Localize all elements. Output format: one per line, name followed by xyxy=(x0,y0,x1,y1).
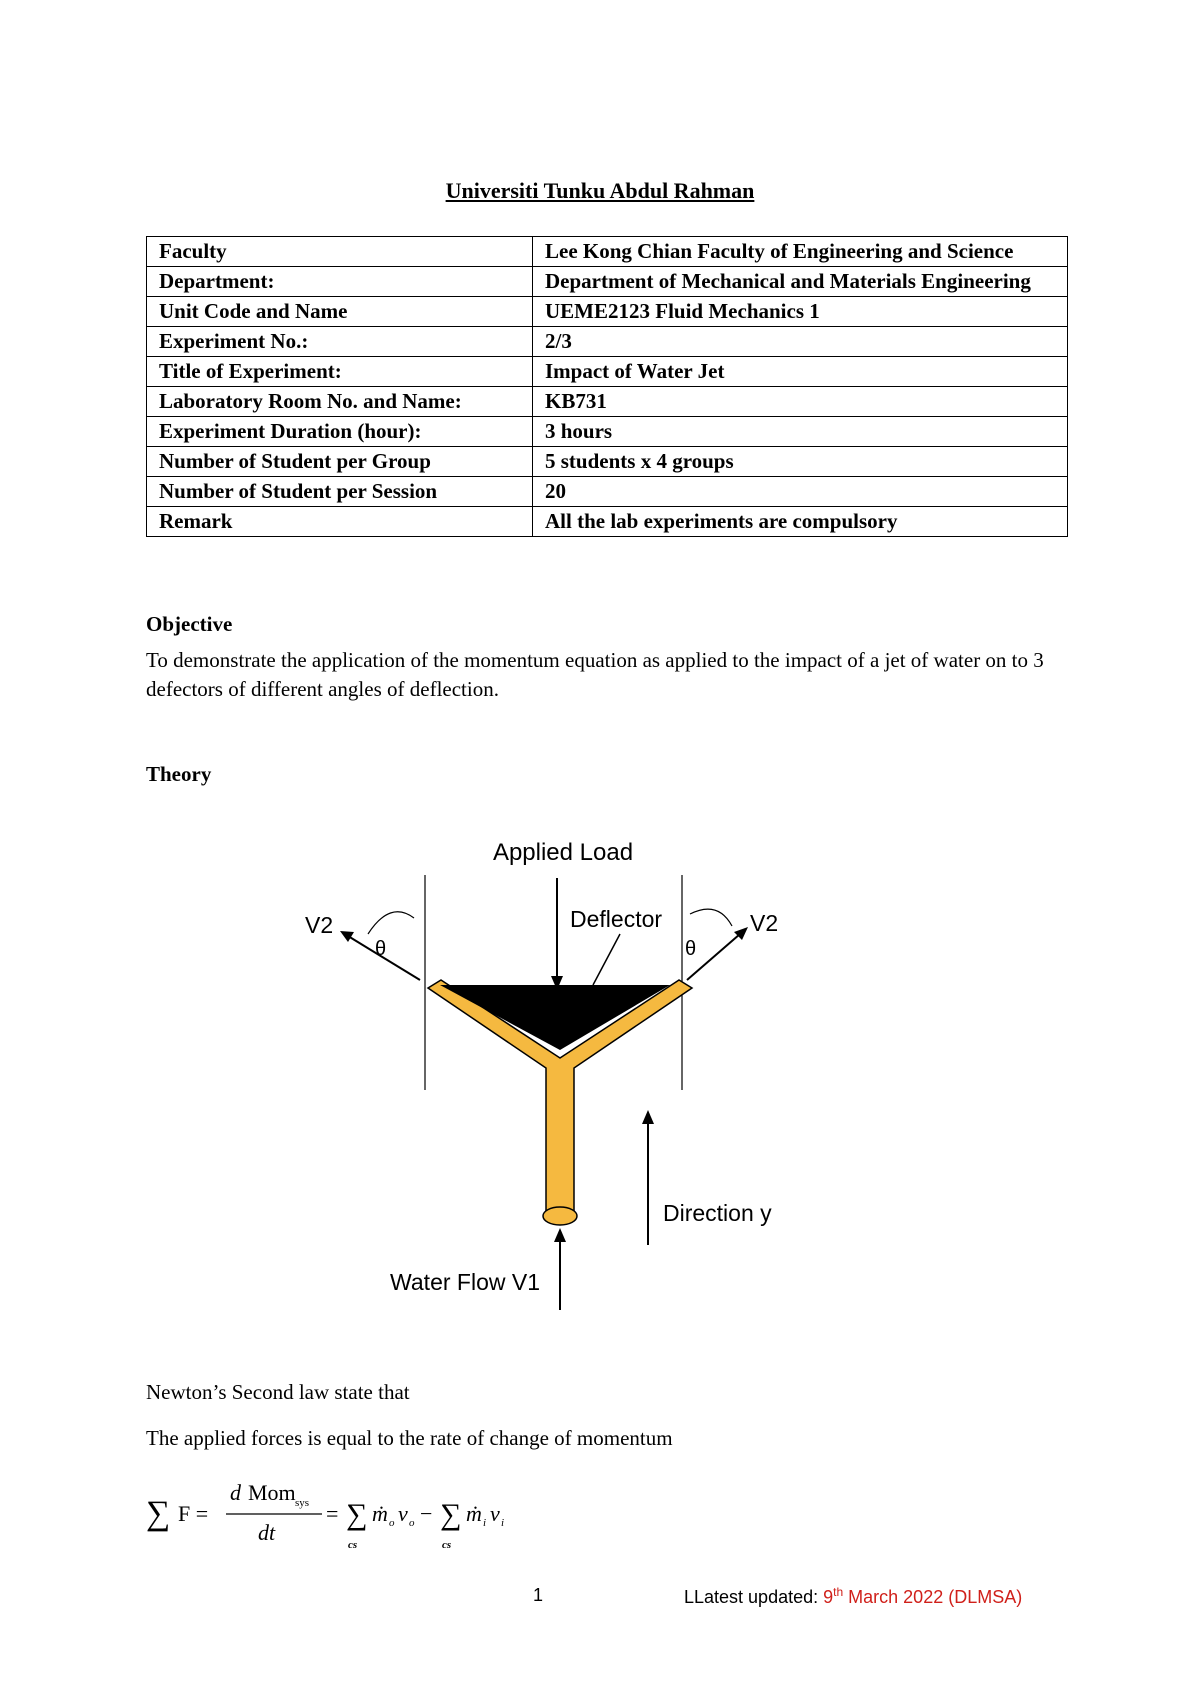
info-value: 3 hours xyxy=(533,417,1068,447)
info-key: Experiment No.: xyxy=(147,327,533,357)
info-row xyxy=(147,447,1068,477)
theta-right-label: θ xyxy=(685,938,697,960)
info-row xyxy=(147,297,1068,327)
newton-law-line: Newton’s Second law state that xyxy=(146,1380,410,1404)
theta-left-label: θ xyxy=(375,938,387,960)
info-key: Title of Experiment: xyxy=(147,357,533,387)
eq-cs-in: cs xyxy=(442,1539,452,1551)
theta-left-arc xyxy=(368,912,414,934)
eq-sum-in: ∑ xyxy=(440,1498,462,1531)
info-value: Department of Mechanical and Materials Engineering xyxy=(533,267,1068,297)
eq-den: dt xyxy=(258,1520,276,1545)
eq-num-d: d xyxy=(230,1480,241,1505)
eq-v-in: v xyxy=(490,1501,500,1526)
v2-right-label: V2 xyxy=(750,910,779,936)
eq-minus: − xyxy=(420,1501,433,1526)
v2-left-label: V2 xyxy=(305,912,334,938)
eq-num-sub: sys xyxy=(295,1497,310,1509)
experiment-info-table xyxy=(146,236,1068,537)
updated-day: 9 xyxy=(823,1587,834,1607)
updated-day-suffix: th xyxy=(833,1585,844,1599)
water-jet-diagram xyxy=(280,830,840,1310)
info-row xyxy=(147,507,1068,537)
eq-cs-out: cs xyxy=(348,1539,358,1551)
info-value: 2/3 xyxy=(533,327,1068,357)
v2-left-arrowhead xyxy=(340,931,354,942)
info-value: Lee Kong Chian Faculty of Engineering and Science xyxy=(533,237,1068,267)
eq-mdot-in-sub: i xyxy=(483,1517,487,1529)
info-row xyxy=(147,477,1068,507)
university-title: Universiti Tunku Abdul Rahman xyxy=(445,178,755,203)
info-value: 20 xyxy=(533,477,1068,507)
deflector-pointer xyxy=(593,934,620,985)
info-row xyxy=(147,237,1068,267)
eq-equals: = xyxy=(326,1501,339,1526)
info-key: Number of Student per Session xyxy=(147,477,533,507)
info-value: UEME2123 Fluid Mechanics 1 xyxy=(533,297,1068,327)
eq-num-mom: Mom xyxy=(248,1480,296,1505)
info-value: 5 students x 4 groups xyxy=(533,447,1068,477)
applied-forces-line: The applied forces is equal to the rate of change of momentum xyxy=(146,1426,673,1450)
eq-mdot-in: ṁ xyxy=(466,1501,482,1526)
info-key: Experiment Duration (hour): xyxy=(147,417,533,447)
updated-date-rest: March 2022 (DLMSA) xyxy=(843,1587,1023,1607)
theory-heading: Theory xyxy=(146,762,212,786)
info-row xyxy=(147,357,1068,387)
info-row xyxy=(147,267,1068,297)
theta-right-arc xyxy=(690,909,732,926)
eq-v-out-sub: o xyxy=(409,1517,415,1529)
info-value: All the lab experiments are compulsory xyxy=(533,507,1068,537)
jet-nozzle-end xyxy=(543,1207,577,1225)
objective-text: To demonstrate the application of the momentum equation as applied to the impact of a jet of water on to 3 defectors of different angles of deflection. xyxy=(146,648,1044,701)
eq-mdot-out: ṁ xyxy=(372,1501,388,1526)
eq-force: F = xyxy=(178,1501,209,1526)
eq-sum-symbol: ∑ xyxy=(146,1495,171,1532)
updated-prefix: LLatest updated: xyxy=(684,1587,824,1607)
deflector-label: Deflector xyxy=(570,906,663,932)
info-key: Remark xyxy=(147,507,533,537)
eq-sum-out: ∑ xyxy=(346,1498,368,1531)
info-row xyxy=(147,417,1068,447)
info-value: KB731 xyxy=(533,387,1068,417)
direction-y-arrowhead xyxy=(642,1110,654,1124)
page-number: 1 xyxy=(533,1585,544,1605)
applied-load-label: Applied Load xyxy=(492,839,634,866)
info-key: Faculty xyxy=(147,237,533,267)
water-flow-label: Water Flow V1 xyxy=(390,1269,540,1295)
direction-y-label: Direction y xyxy=(663,1200,772,1226)
info-row xyxy=(147,387,1068,417)
info-key: Laboratory Room No. and Name: xyxy=(147,387,533,417)
momentum-equation xyxy=(140,1468,540,1558)
latest-updated-note xyxy=(684,1585,1022,1608)
info-key: Unit Code and Name xyxy=(147,297,533,327)
info-value: Impact of Water Jet xyxy=(533,357,1068,387)
info-row xyxy=(147,327,1068,357)
objective-heading: Objective xyxy=(146,612,233,636)
water-flow-arrowhead xyxy=(554,1228,566,1242)
info-key: Number of Student per Group xyxy=(147,447,533,477)
eq-v-in-sub: i xyxy=(501,1517,505,1529)
eq-mdot-out-sub: o xyxy=(389,1517,395,1529)
info-key: Department: xyxy=(147,267,533,297)
eq-v-out: v xyxy=(398,1501,408,1526)
